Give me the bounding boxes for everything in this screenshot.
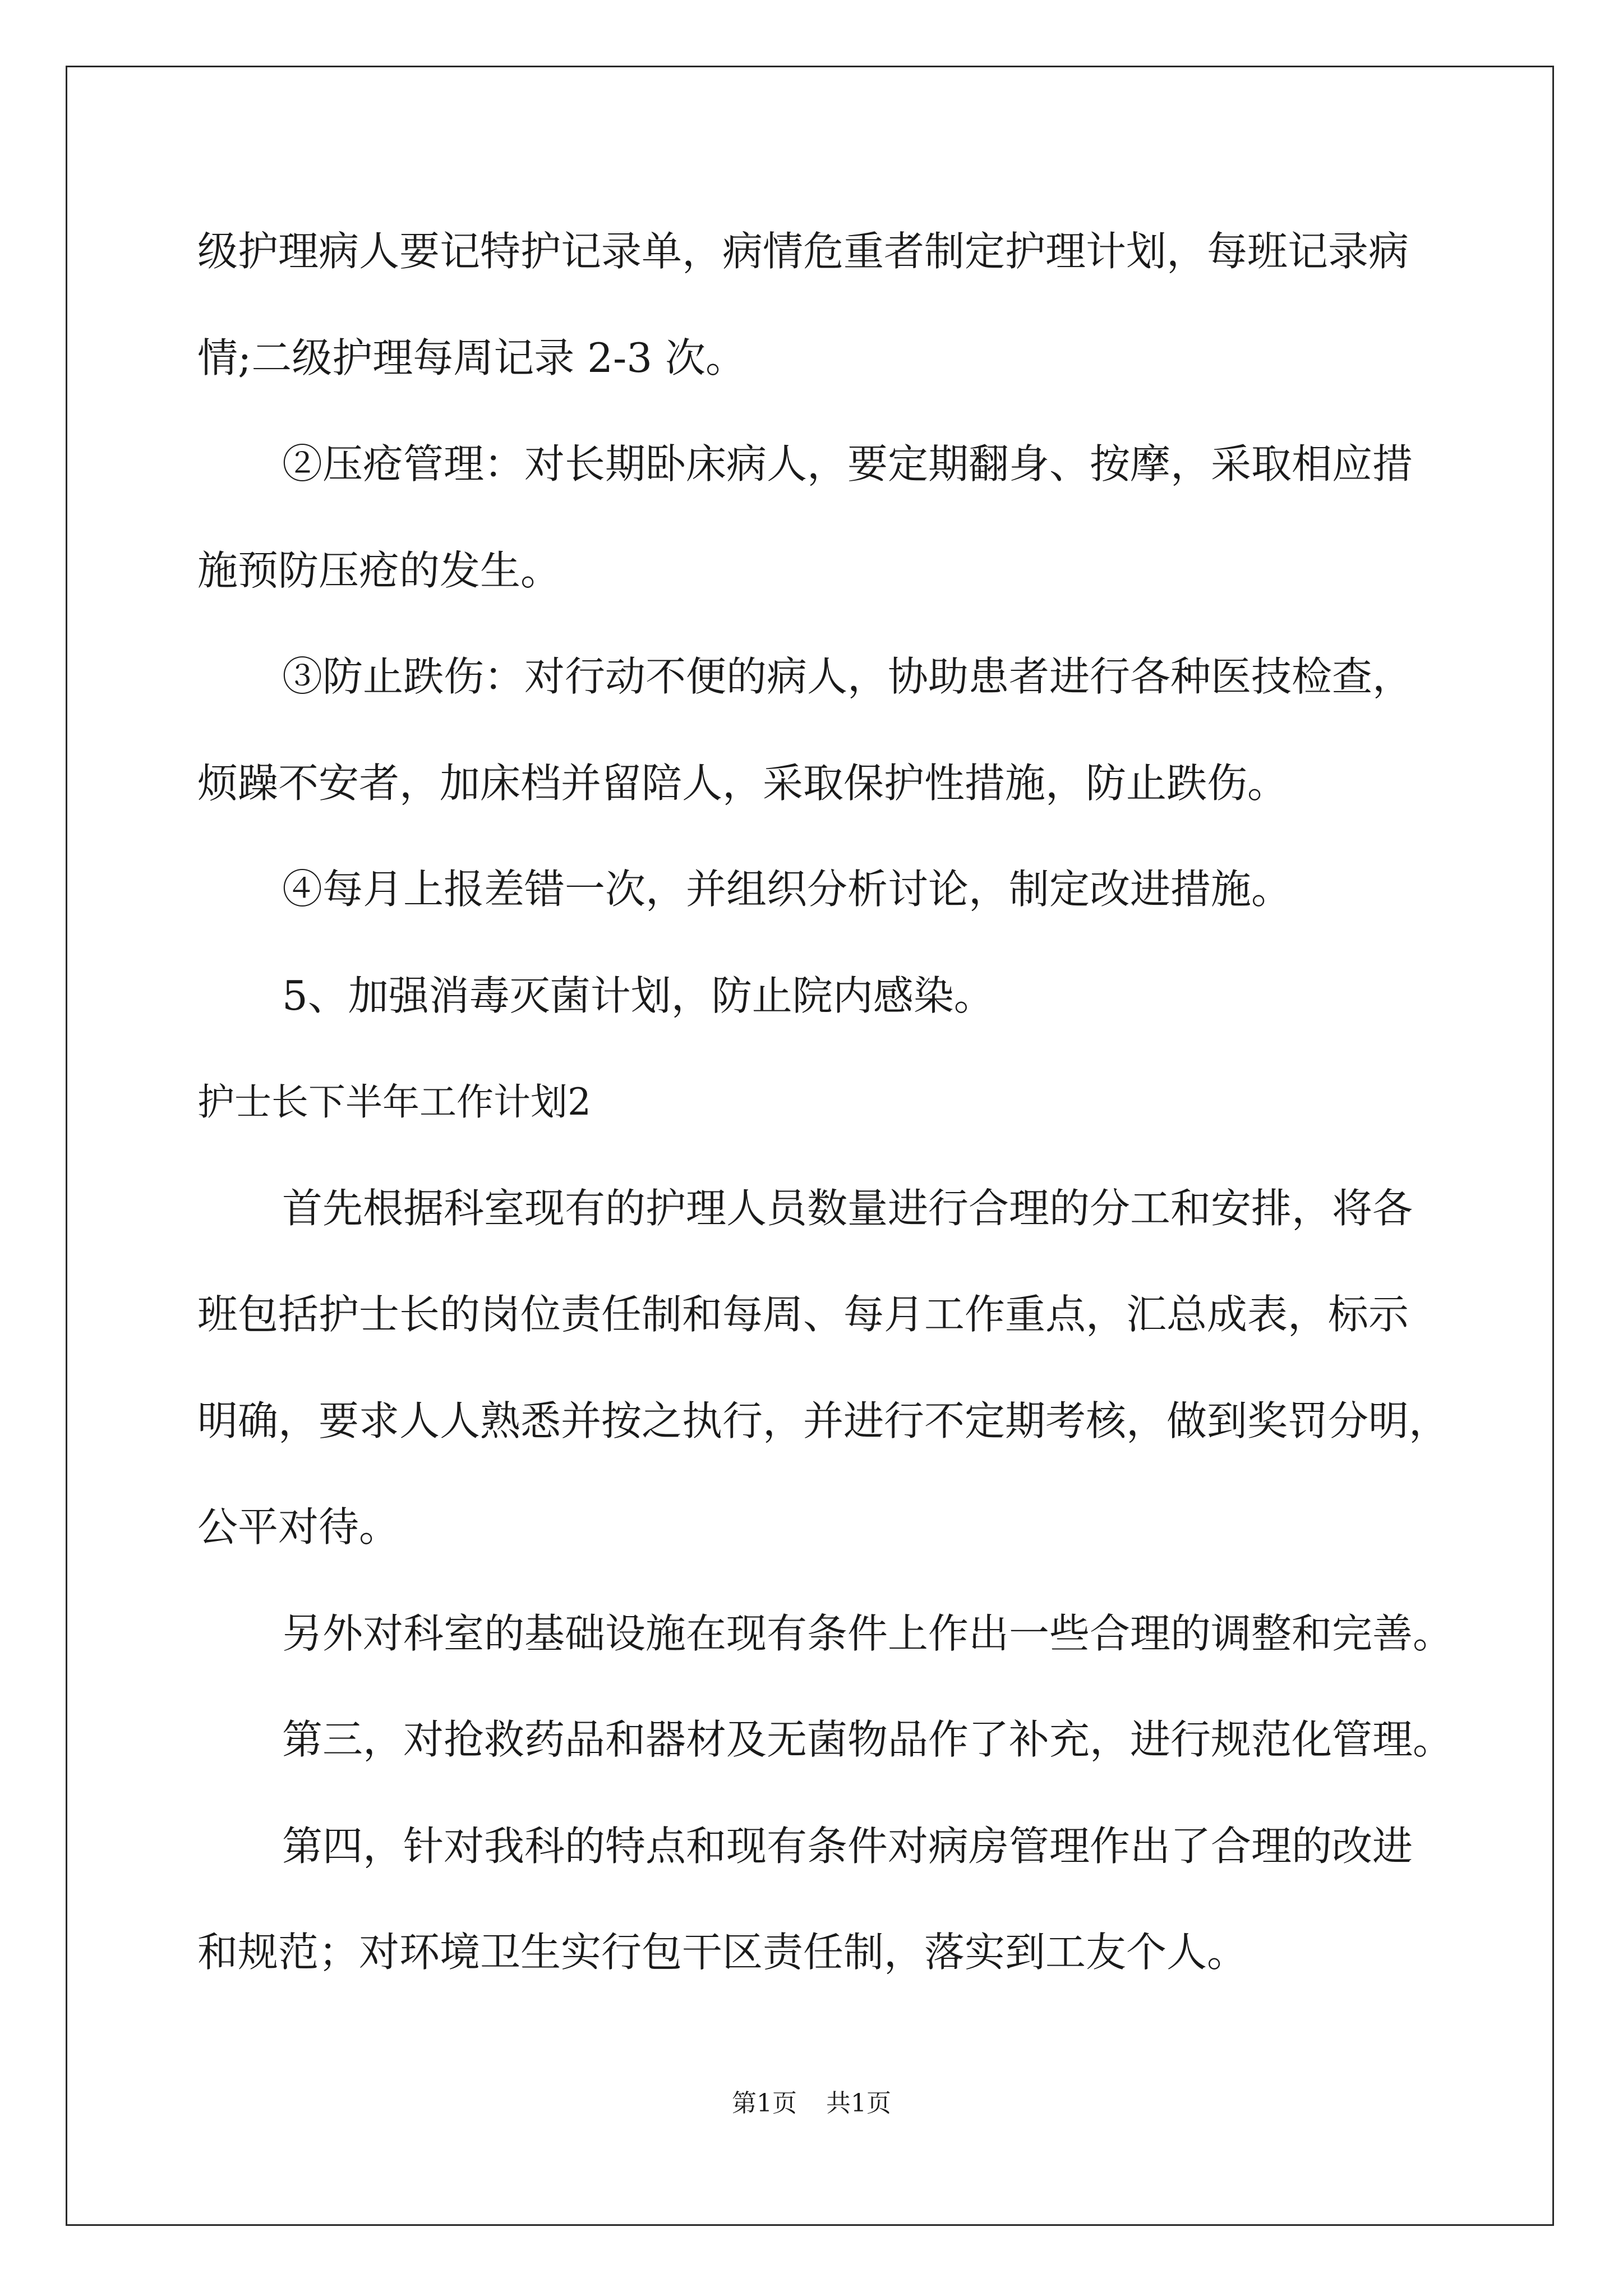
text-line: 和规范；对环境卫生实行包干区责任制，落实到工友个人。 — [197, 1929, 1248, 1976]
text-line: 另外对科室的基础设施在现有条件上作出一些合理的调整和完善。 — [282, 1609, 1454, 1657]
paragraph-continuation — [197, 199, 1487, 411]
text-line: ④每月上报差错一次，并组织分析讨论，制定改进措施。 — [282, 866, 1292, 913]
text-line: 首先根据科室现有的护理人员数量进行合理的分工和安排，将各 — [282, 1184, 1413, 1232]
paragraph-fourth — [197, 1793, 1487, 2006]
paragraph-facilities — [197, 1581, 1487, 1687]
text-line: ③防止跌伤：对行动不便的病人，协助患者进行各种医技检查， — [282, 653, 1413, 700]
document-body — [197, 199, 1487, 2006]
text-line: 5、加强消毒灭菌计划，防止院内感染。 — [282, 972, 994, 1019]
text-line: 班包括护士长的岗位责任制和每周、每月工作重点，汇总成表，标示 — [197, 1291, 1409, 1338]
text-line: 第四，针对我科的特点和现有条件对病房管理作出了合理的改进 — [282, 1822, 1413, 1870]
text-line: 烦躁不安者，加床档并留陪人，采取保护性措施，防止跌伤。 — [197, 759, 1288, 807]
text-line: 明确，要求人人熟悉并按之执行，并进行不定期考核，做到奖罚分明， — [197, 1397, 1450, 1444]
paragraph-staffing — [197, 1156, 1487, 1581]
text-line: 第三，对抢救药品和器材及无菌物品作了补充，进行规范化管理。 — [282, 1716, 1454, 1763]
section-heading — [197, 1049, 1487, 1156]
text-line: 施预防压疮的发生。 — [197, 546, 561, 594]
paragraph-fall-prevention — [197, 624, 1487, 836]
page-footer — [0, 2087, 1623, 2120]
paragraph-pressure-sore — [197, 411, 1487, 624]
text-line: 公平对待。 — [197, 1503, 400, 1550]
text-line: 级护理病人要记特护记录单，病情危重者制定护理计划，每班记录病 — [197, 228, 1409, 275]
text-line: 情;二级护理每周记录 2-3 次。 — [197, 334, 746, 381]
page-total: 共1页 — [826, 2089, 891, 2118]
paragraph-third — [197, 1687, 1487, 1793]
text-line: ②压疮管理：对长期卧床病人，要定期翻身、按摩，采取相应措 — [282, 440, 1413, 487]
page-number: 第1页 — [732, 2089, 797, 2118]
paragraph-error-report — [197, 836, 1487, 943]
paragraph-disinfection — [197, 943, 1487, 1050]
heading-text: 护士长下半年工作计划2 — [197, 1080, 591, 1124]
